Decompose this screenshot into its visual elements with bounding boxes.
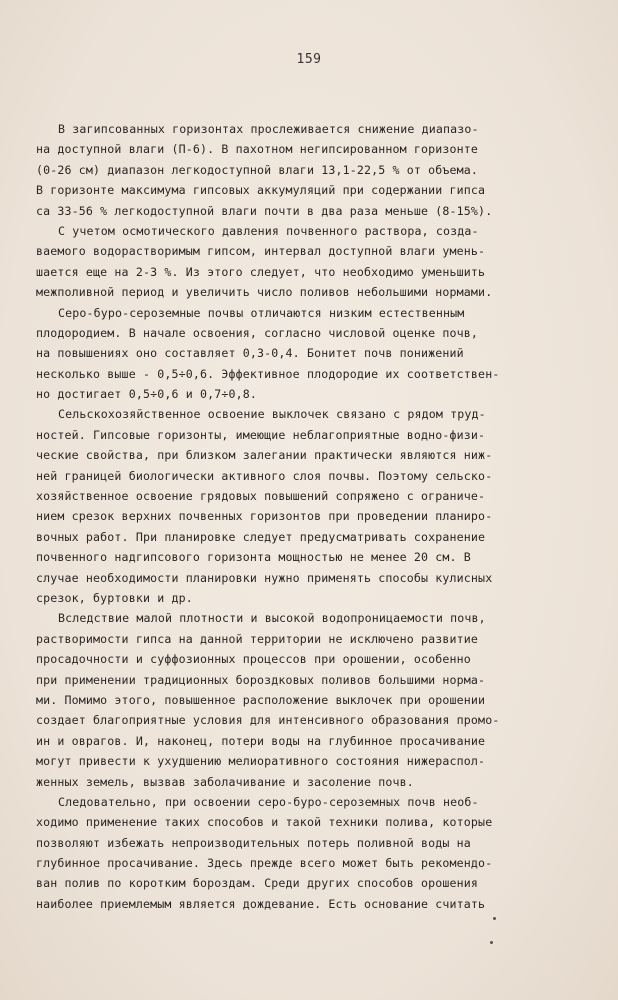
body-text: [36, 119, 592, 914]
paragraph-6: [36, 792, 592, 914]
text-line: на повышениях оно составляет 0,3-0,4. Бонитет почв понижений: [36, 346, 464, 361]
text-line: Серо-буро-сероземные почвы отличаются низким естественным: [58, 305, 465, 320]
text-line: растворимости гипса на данной территории не исключено развитие: [36, 631, 479, 646]
text-line: нием срезок верхних почвенных горизонтов при проведении планиро-: [36, 509, 493, 524]
text-line: ходимо применение таких способов и такой техники полива, которые: [36, 815, 493, 830]
text-line: шается еще на 2-3 %. Из этого следует, что необходимо уменьшить: [36, 264, 486, 279]
paragraph-4: [36, 404, 592, 608]
text-line: ней границей биологически активного слоя почвы. Поэтому сельско-: [36, 468, 493, 483]
paragraph-3: [36, 303, 592, 405]
text-line: плодородием. В начале освоения, согласно числовой оценке почв,: [36, 325, 479, 340]
text-line: (0-26 см) диапазон легкодоступной влаги 13,1-22,5 % от объема.: [36, 162, 479, 177]
paragraph-5: [36, 608, 592, 792]
paragraph-1: [36, 119, 592, 221]
text-line: несколько выше - 0,5÷0,6. Эффективное плодородие их соответствен-: [36, 366, 500, 381]
text-line: создает благоприятные условия для интенсивного образования промо-: [36, 713, 500, 728]
text-line: просадочности и суффозионных процессов при орошении, особенно: [36, 652, 471, 667]
text-line: могут привести к ухудшению мелиоративного состояния нижераспол-: [36, 754, 486, 769]
text-line: почвенного надгипсового горизонта мощностью не менее 20 см. В: [36, 550, 471, 565]
text-line: Следовательно, при освоении серо-буро-сероземных почв необ-: [58, 794, 479, 809]
text-line: ми. Помимо этого, повышенное расположение выклочек при орошении: [36, 692, 486, 707]
text-line: С учетом осмотического давления почвенного раствора, созда-: [58, 223, 479, 238]
text-line: но достигает 0,5÷0,6 и 0,7÷0,8.: [36, 387, 258, 402]
text-line: ван полив по коротким бороздам. Среди других способов орошения: [36, 876, 479, 891]
ink-speck: [490, 941, 493, 944]
text-line: Сельскохозяйственное освоение выклочек связано с рядом труд-: [58, 407, 486, 422]
text-line: глубинное просачивание. Здесь прежде всего может быть рекомендо-: [36, 856, 493, 871]
text-line: вочных работ. При планировке следует предусматривать сохранение: [36, 529, 486, 544]
page-number: 159: [296, 52, 322, 67]
text-line: при применении традиционных бороздковых поливов большими норма-: [36, 672, 486, 687]
text-line: Вследствие малой плотности и высокой водопроницаемости почв,: [58, 611, 486, 626]
text-line: ин и оврагов. И, наконец, потери воды на глубинное просачивание: [36, 733, 486, 748]
ink-speck: [493, 917, 496, 920]
text-line: на доступной влаги (П-6). В пахотном негипсированном горизонте: [36, 142, 479, 157]
text-line: срезок, буртовки и др.: [36, 590, 193, 605]
paragraph-2: [36, 221, 592, 303]
text-line: позволяют избежать непроизводительных потерь поливной воды на: [36, 835, 471, 850]
text-line: В горизонте максимума гипсовых аккумуляций при содержании гипса: [36, 183, 486, 198]
text-line: межполивной период и увеличить число поливов небольшими нормами.: [36, 285, 493, 300]
text-line: ваемого водорастворимым гипсом, интервал доступной влаги умень-: [36, 244, 486, 259]
text-line: са 33-56 % легкодоступной влаги почти в два раза меньше (8-15%).: [36, 203, 493, 218]
text-line: ческие свойства, при близком залегании практически являются ниж-: [36, 448, 493, 463]
text-line: женных земель, вызвав заболачивание и засоление почв.: [36, 774, 414, 789]
text-line: В загипсованных горизонтах прослеживается снижение диапазо-: [58, 122, 479, 136]
text-line: случае необходимости планировки нужно применять способы кулисных: [36, 570, 493, 585]
text-line: наиболее приемлемым является дождевание. Есть основание считать: [36, 896, 486, 911]
text-line: хозяйственное освоение грядовых повышений сопряжено с ограниче-: [36, 489, 486, 504]
text-line: ностей. Гипсовые горизонты, имеющие неблагоприятные водно-физи-: [36, 427, 486, 442]
